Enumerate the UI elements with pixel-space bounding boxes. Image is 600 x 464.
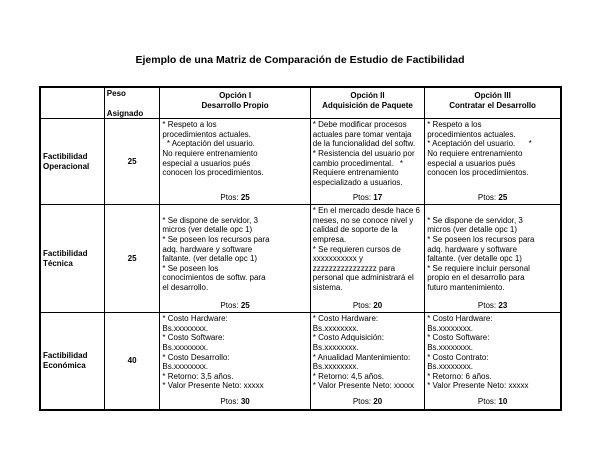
cell-line: * Se dispone de servidor, 3 xyxy=(162,215,258,225)
points-label: Ptos: xyxy=(477,192,497,202)
cell-line: el desarrollo. xyxy=(162,282,209,292)
cell-line: adq. hardware y software xyxy=(427,244,518,254)
cell-line: * Aceptación del usuario. xyxy=(162,139,255,149)
row-label-label-line2: Económica xyxy=(43,360,86,370)
cell-line: Bs.xxxxxxxx. xyxy=(312,323,359,333)
weight-value: 40 xyxy=(104,313,160,410)
cell-line: de la funcionalidad del softw. xyxy=(312,139,416,149)
points-value: 25 xyxy=(240,300,250,310)
cell-line: * Se dispone de servidor, 3 xyxy=(427,215,523,225)
cell-line: adq. hardware y software xyxy=(162,244,253,254)
cell-line: especial a usuarios pués xyxy=(427,158,516,168)
cell-line: faltante. (ver detalle opc 1) xyxy=(427,254,522,264)
points-label: Ptos: xyxy=(352,300,372,310)
cell-line: conocimientos de softw. para xyxy=(162,273,266,283)
cell-line: * Anualidad Mantenimiento: xyxy=(312,352,411,362)
row-tecnica xyxy=(40,205,561,313)
cell-line: especial a usuarios pués xyxy=(162,158,251,168)
points-score xyxy=(311,397,424,407)
points-value: 30 xyxy=(240,397,250,407)
option-3-desc: Contratar el Desarrollo xyxy=(449,100,536,110)
option-2-desc: Adquisición de Paquete xyxy=(322,100,413,110)
cell-line: procedimientos actuales. xyxy=(162,129,251,139)
row-label xyxy=(40,205,104,313)
option-header-1 xyxy=(160,87,310,119)
cell-line: Bs.xxxxxxxx. xyxy=(162,323,209,333)
cell-text xyxy=(425,205,560,292)
cell-line: * Debe modificar procesos xyxy=(312,120,407,130)
points-score xyxy=(425,193,560,203)
cell-line: * Valor Presente Neto: xxxxx xyxy=(162,381,264,391)
points-label: Ptos: xyxy=(352,397,372,407)
points-score xyxy=(160,301,309,311)
header-row xyxy=(40,87,561,119)
row-label xyxy=(40,313,104,410)
points-score xyxy=(160,397,309,407)
cell-line: * Valor Presente Neto: xxxxx xyxy=(427,381,529,391)
cell-line: * Retorno: 4,5 años. xyxy=(312,371,384,381)
cell-text xyxy=(160,313,309,391)
document-title: Ejemplo de una Matriz de Comparación de Estudio de Factibilidad xyxy=(135,54,465,66)
points-label: Ptos: xyxy=(220,397,239,407)
row-economica xyxy=(40,313,561,410)
option-header-3 xyxy=(425,87,561,119)
option-1-cell xyxy=(160,205,310,313)
cell-line xyxy=(162,206,307,216)
cell-line: personal que administrará el xyxy=(312,273,414,283)
points-value: 20 xyxy=(373,300,383,310)
points-value: 25 xyxy=(240,192,250,202)
points-value: 23 xyxy=(498,300,508,310)
option-header-2 xyxy=(310,87,424,119)
cell-line: conocen los procedimientos. xyxy=(427,168,529,178)
cell-line: Requiere entrenamiento xyxy=(312,168,399,178)
points-score xyxy=(311,301,424,311)
cell-line: procedimientos actuales. xyxy=(427,129,516,139)
cell-line: sistema. xyxy=(312,282,343,292)
cell-line: micros (ver detalle opc 1) xyxy=(162,225,253,235)
points-value: 17 xyxy=(373,192,383,202)
option-2-cell xyxy=(310,205,424,313)
cell-line: Bs.xxxxxxxx. xyxy=(162,342,209,352)
cell-line: * Se poseen los recursos para xyxy=(427,234,535,244)
cell-line: * Costo Hardware: xyxy=(312,314,379,324)
cell-text xyxy=(311,119,424,187)
cell-line: calidad de soporte de la xyxy=(312,225,398,235)
cell-line: faltante. (ver detalle opc 1) xyxy=(162,254,258,264)
row-label-label-line1: Factibilidad xyxy=(43,152,88,162)
cell-line: Bs.xxxxxxxx. xyxy=(312,342,359,352)
row-operacional xyxy=(40,119,561,205)
cell-line: * Retorno: 6 años. xyxy=(427,371,492,381)
row-label-label-line2: Técnica xyxy=(43,258,73,268)
cell-line: * Costo Hardware: xyxy=(162,314,228,324)
peso-line1: Peso xyxy=(106,89,126,98)
cell-line: * Resistencia del usuario por xyxy=(312,148,415,158)
points-score xyxy=(425,301,560,311)
cell-line: Bs.xxxxxxxx. xyxy=(427,342,473,352)
cell-line: * Se poseen los xyxy=(162,263,219,273)
row-label-label-line1: Factibilidad xyxy=(43,351,88,361)
option-2-cell xyxy=(310,119,424,205)
option-1-name: Opción I xyxy=(219,91,252,100)
cell-text xyxy=(160,205,309,292)
cell-line: cambio procedimental. * xyxy=(312,158,404,168)
cell-line: especializado a usuarios. xyxy=(312,177,403,187)
weight-value: 25 xyxy=(104,119,160,205)
option-2-cell xyxy=(310,313,424,410)
cell-line: zzzzzzzzzzzzzzzz para xyxy=(312,263,396,273)
points-score xyxy=(425,397,560,407)
points-label: Ptos: xyxy=(477,397,497,407)
cell-line: * Costo Contrato: xyxy=(427,352,489,362)
cell-line xyxy=(427,206,558,216)
option-2-name: Opción II xyxy=(350,91,385,100)
points-value: 25 xyxy=(498,192,508,202)
points-label: Ptos: xyxy=(477,300,497,310)
points-score xyxy=(311,193,424,203)
cell-line: * Se requieren cursos de xyxy=(312,244,401,254)
points-value: 20 xyxy=(373,397,383,407)
cell-line: * Retorno: 3,5 años. xyxy=(162,371,234,381)
cell-line: * Respeto a los xyxy=(162,120,217,130)
cell-line: conocen los procedimientos. xyxy=(162,168,264,178)
cell-text xyxy=(311,313,424,391)
option-1-cell xyxy=(160,313,310,410)
cell-line: micros (ver detalle opc 1) xyxy=(427,225,518,235)
header-empty-cell xyxy=(40,87,104,119)
peso-header xyxy=(104,87,160,119)
points-label: Ptos: xyxy=(220,192,239,202)
cell-text xyxy=(425,313,560,391)
option-1-desc: Desarrollo Propio xyxy=(201,100,269,110)
cell-line: propio en el desarrollo para xyxy=(427,273,525,283)
row-label-label-line1: Factibilidad xyxy=(43,249,88,259)
cell-line: * Costo Software: xyxy=(162,333,225,343)
cell-line: * Costo Adquisición: xyxy=(312,333,384,343)
row-label xyxy=(40,119,104,205)
cell-line: Bs.xxxxxxxx. xyxy=(162,362,209,372)
points-label: Ptos: xyxy=(352,192,372,202)
cell-line: Bs.xxxxxxxx. xyxy=(312,362,359,372)
option-3-name: Opción III xyxy=(474,91,511,100)
cell-line: futuro mantenimiento. xyxy=(427,282,505,292)
cell-line: * Costo Software: xyxy=(427,333,490,343)
cell-line: empresa. xyxy=(312,234,347,244)
option-1-cell xyxy=(160,119,310,205)
points-label: Ptos: xyxy=(220,300,239,310)
option-3-cell xyxy=(425,313,561,410)
cell-line: * Valor Presente Neto: xxxxx xyxy=(312,381,415,391)
cell-line: * Respeto a los xyxy=(427,120,482,130)
cell-line: Bs.xxxxxxxx. xyxy=(427,323,473,333)
cell-line: No requiere entrenamiento xyxy=(427,148,523,158)
cell-line: * Se requiere incluir personal xyxy=(427,263,530,273)
cell-line: Bs.xxxxxxxx. xyxy=(427,362,473,372)
cell-line: * Se poseen los recursos para xyxy=(162,234,270,244)
cell-text xyxy=(311,205,424,292)
cell-line: meses, no se conoce nivel y xyxy=(312,215,414,225)
comparison-matrix xyxy=(39,86,562,411)
cell-text xyxy=(425,119,560,178)
cell-line: * En el mercado desde hace 6 xyxy=(312,206,420,216)
points-value: 10 xyxy=(498,397,508,407)
option-3-cell xyxy=(425,119,561,205)
peso-line2: Asignado xyxy=(106,108,144,118)
cell-line: * Aceptación del usuario. * xyxy=(427,139,532,149)
cell-line: * Costo Desarrollo: xyxy=(162,352,230,362)
cell-line: * Costo Hardware: xyxy=(427,314,493,324)
cell-line: xxxxxxxxxxx y xyxy=(312,254,364,264)
option-3-cell xyxy=(425,205,561,313)
cell-line: No requiere entrenamiento xyxy=(162,148,258,158)
cell-text xyxy=(160,119,309,178)
cell-line: actuales pare tomar ventaja xyxy=(312,129,412,139)
weight-value: 25 xyxy=(104,205,160,313)
points-score xyxy=(160,193,309,203)
row-label-label-line2: Operacional xyxy=(43,161,90,171)
